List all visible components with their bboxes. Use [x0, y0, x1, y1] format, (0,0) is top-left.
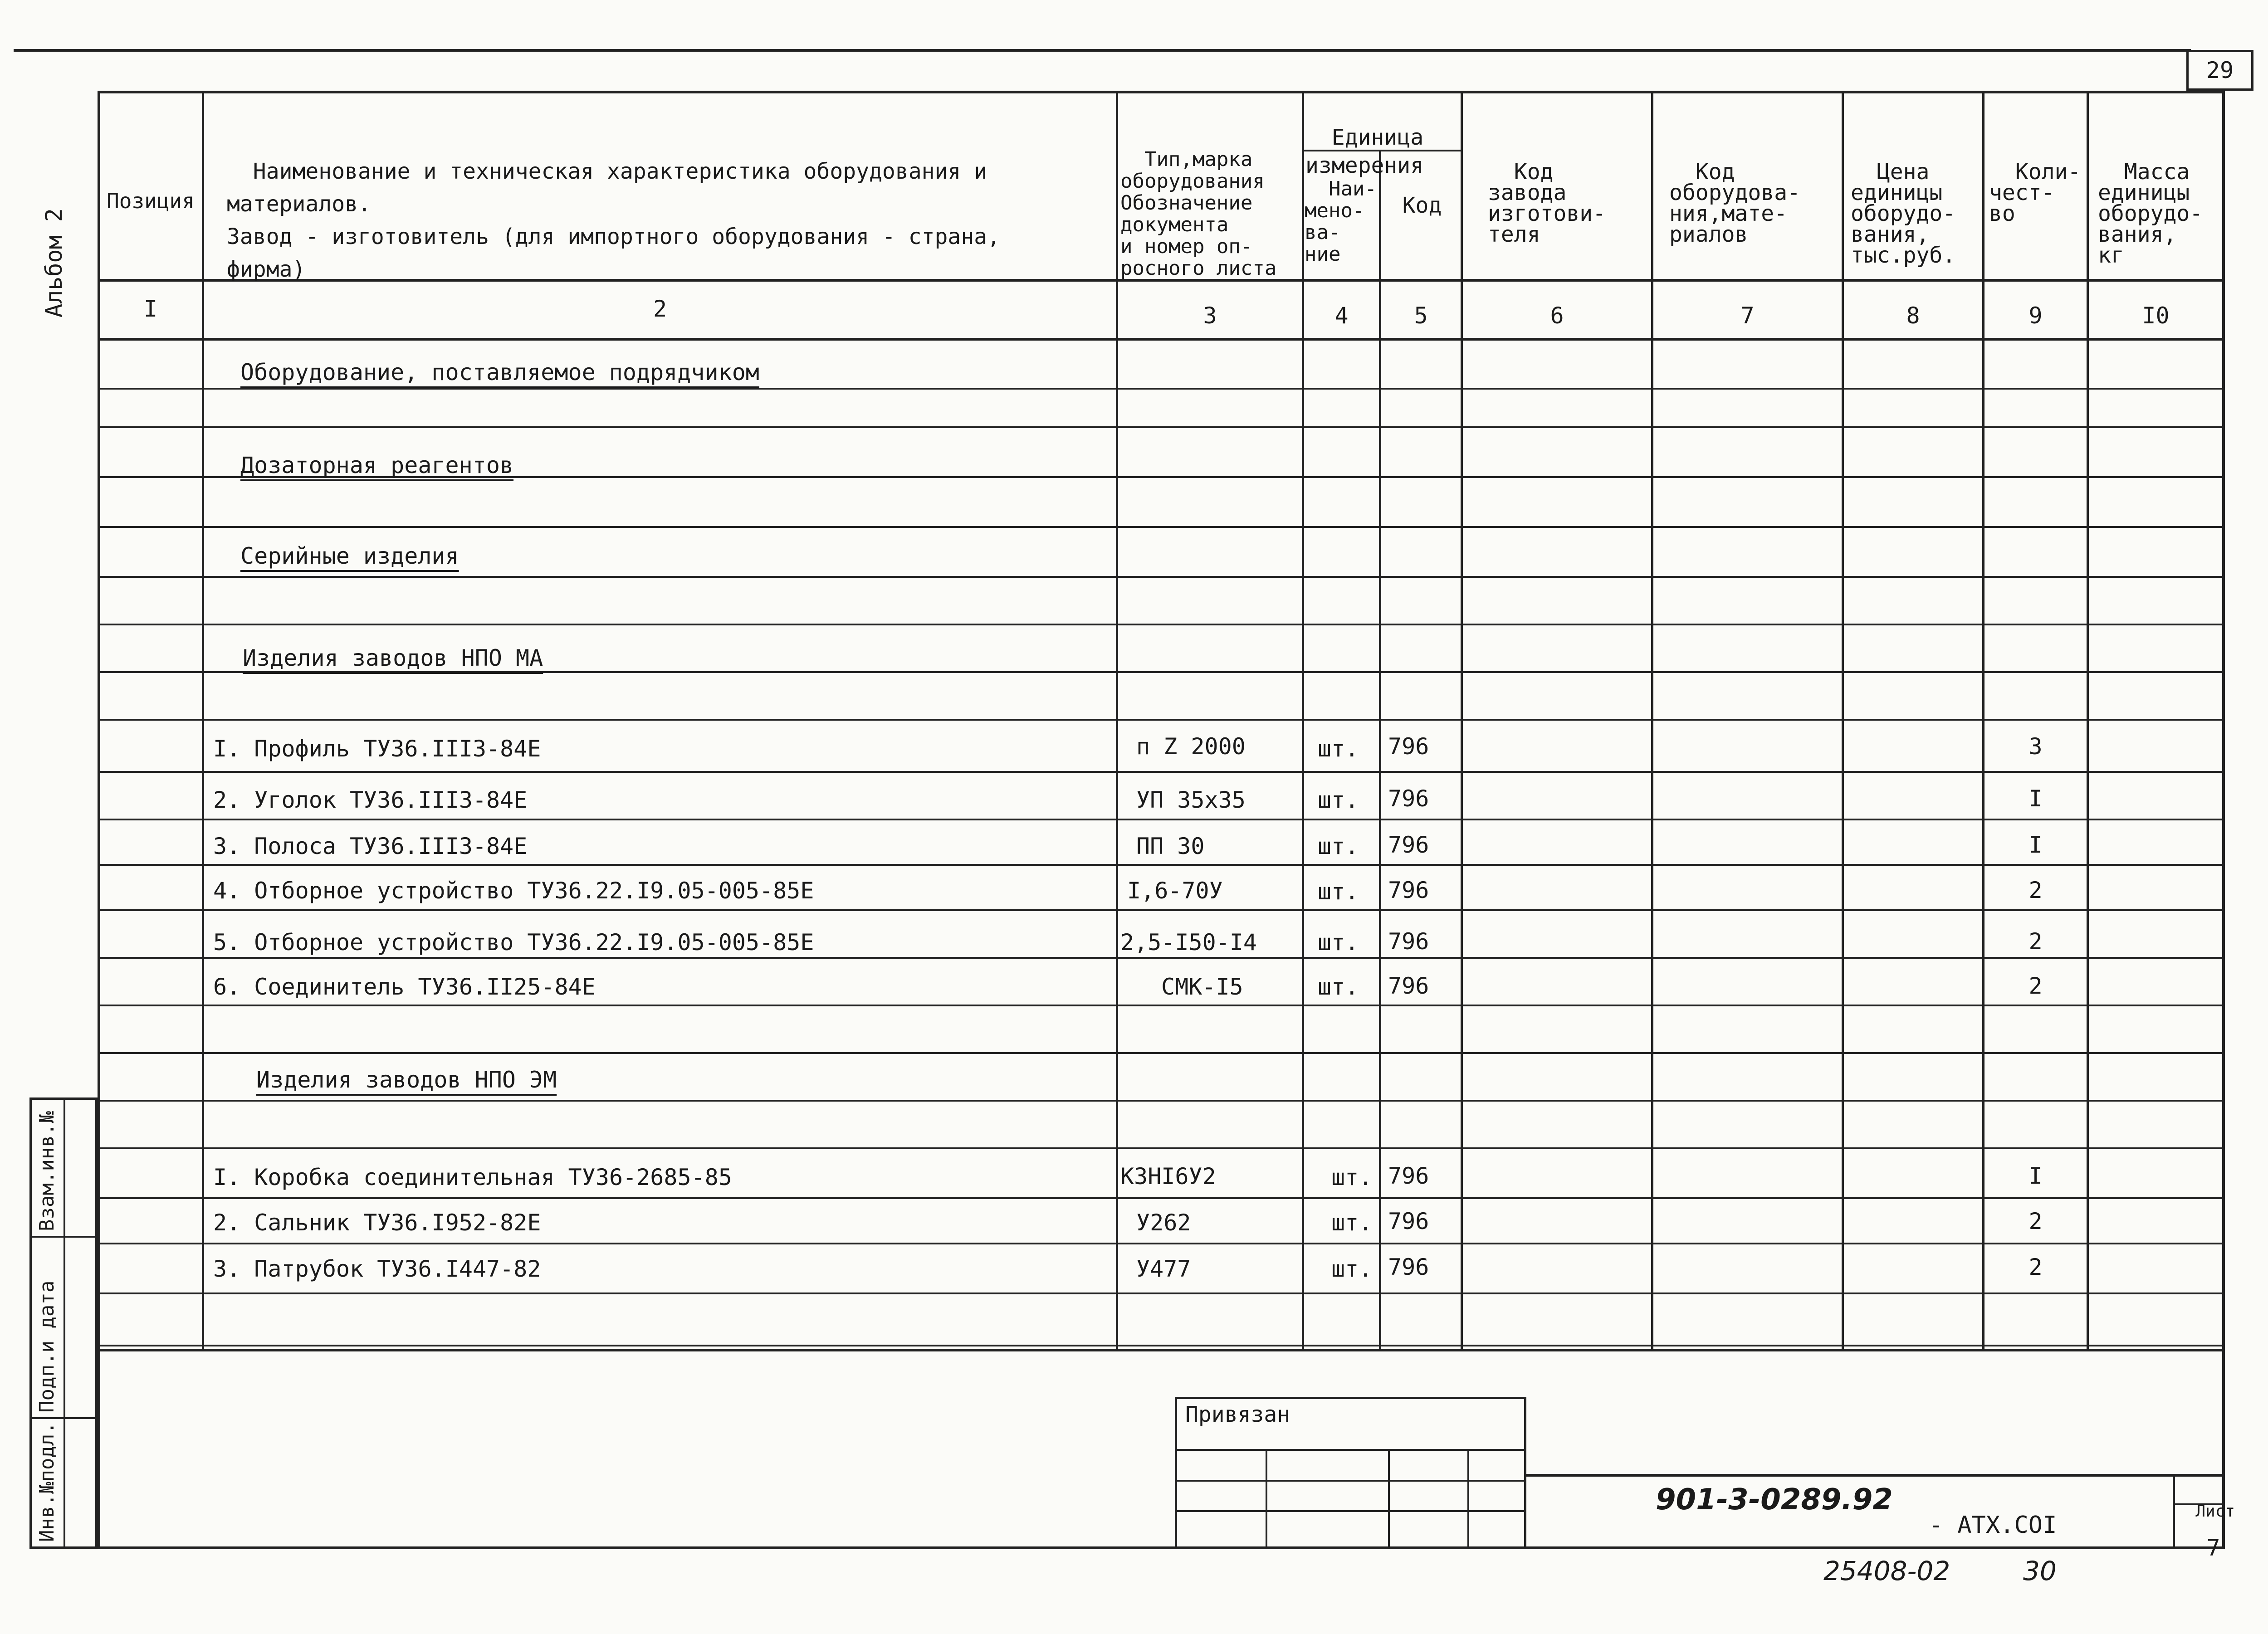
item-qty: 2 — [2028, 973, 2043, 999]
bottom-frame-rule — [98, 1546, 2225, 1549]
section-title: Дозаторная реагентов — [240, 452, 514, 478]
item-qty: 2 — [2028, 928, 2043, 955]
item-qty: I — [2028, 1163, 2043, 1189]
sheet-number: 7 — [2206, 1535, 2220, 1561]
item-name: 4. Отборное устройство ТУ36.22.I9.05-005-85Е — [213, 878, 814, 904]
item-qty: 2 — [2028, 1254, 2043, 1280]
item-qty: 3 — [2028, 733, 2043, 760]
header-mass: Масса единицы оборудо- вания, кг — [2098, 159, 2203, 268]
header-qty: Коли- чест- во — [1989, 159, 2081, 226]
row-rule — [98, 957, 2225, 959]
item-code: 796 — [1388, 928, 1429, 955]
col-rule-4 — [1379, 150, 1381, 1351]
item-type: п Z 2000 — [1136, 733, 1246, 760]
item-unit: шт. — [1318, 878, 1359, 905]
section-title: Изделия заводов НПО МА — [243, 645, 543, 671]
item-qty: I — [2028, 785, 2043, 812]
item-name: 2. Сальник ТУ36.I952-82Е — [213, 1210, 541, 1236]
item-name: 3. Патрубок ТУ36.I447-82 — [213, 1256, 541, 1282]
row-rule — [98, 1243, 2225, 1244]
header-position: Позиция — [107, 189, 195, 213]
header-price: Цена единицы оборудо- вания, тыс.руб. — [1851, 159, 1956, 268]
doc-suffix: - АТХ.СОI — [1929, 1512, 2057, 1539]
page-number: 29 — [2206, 57, 2234, 83]
header-equip-code: Код оборудова- ния,мате- риалов — [1669, 159, 1800, 247]
row-rule — [98, 909, 2225, 911]
colnum-1: I — [143, 296, 158, 322]
item-type: 2,5-I50-I4 — [1120, 929, 1257, 956]
colnum-10: I0 — [2142, 302, 2170, 329]
row-rule — [98, 1052, 2225, 1054]
colnum-6: 6 — [1550, 302, 1564, 329]
row-rule — [98, 526, 2225, 528]
item-name: 6. Соединитель ТУ36.II25-84Е — [213, 974, 596, 1000]
row-rule — [98, 1293, 2225, 1294]
row-rule — [98, 1100, 2225, 1102]
left-frame-rule-lower — [98, 1349, 100, 1549]
top-rule — [14, 49, 2191, 52]
row-rule — [98, 771, 2225, 773]
header-plant-code: Код завода изготови- теля — [1488, 159, 1606, 247]
privyazan-label: Привязан — [1185, 1402, 1290, 1427]
header-type: Тип,марка оборудования Обозначение документа и номер оп- росного листа — [1120, 148, 1277, 280]
row-rule — [98, 576, 2225, 578]
item-type: ПП 30 — [1136, 833, 1205, 859]
section-title: Серийные изделия — [240, 543, 459, 569]
page-number-box — [2186, 50, 2253, 91]
side-stamp — [29, 1097, 98, 1549]
colnum-bottom-rule — [98, 338, 2225, 341]
colnum-7: 7 — [1740, 302, 1755, 329]
row-rule — [98, 719, 2225, 721]
item-unit: шт. — [1331, 1256, 1373, 1282]
item-code: 796 — [1388, 733, 1429, 760]
item-name: 3. Полоса ТУ36.III3-84Е — [213, 833, 528, 859]
item-code: 796 — [1388, 1163, 1429, 1189]
colnum-5: 5 — [1414, 302, 1428, 329]
item-name: 5. Отборное устройство ТУ36.22.I9.05-005-85Е — [213, 929, 814, 956]
item-type: КЗНI6У2 — [1120, 1163, 1216, 1190]
archive-number: 25408-02 — [1823, 1556, 1950, 1586]
item-unit: шт. — [1331, 1210, 1373, 1236]
row-rule — [98, 426, 2225, 428]
sheet-box-left-rule — [2173, 1474, 2175, 1549]
item-unit: шт. — [1318, 833, 1359, 859]
item-unit: шт. — [1318, 787, 1359, 813]
privyazan-block — [1175, 1397, 1526, 1549]
stamp-vzam-inv: Взам.инв.№ — [35, 1111, 59, 1231]
item-name: I. Профиль ТУ36.III3-84Е — [213, 736, 541, 762]
colnum-3: 3 — [1203, 302, 1217, 329]
item-code: 796 — [1388, 1254, 1429, 1280]
item-code: 796 — [1388, 973, 1429, 999]
item-code: 796 — [1388, 1208, 1429, 1234]
colnum-9: 9 — [2028, 302, 2043, 329]
stamp-podp-data: Подп.и дата — [35, 1280, 59, 1413]
row-rule — [98, 1197, 2225, 1199]
colnum-8: 8 — [1906, 302, 1920, 329]
row-rule — [98, 1005, 2225, 1006]
section-title: Оборудование, поставляемое подрядчиком — [240, 359, 759, 385]
item-name: 2. Уголок ТУ36.III3-84Е — [213, 787, 528, 813]
item-unit: шт. — [1318, 974, 1359, 1000]
header-unit-group: Единица измерения — [1305, 125, 1437, 178]
row-rule — [98, 624, 2225, 625]
colnum-4: 4 — [1334, 302, 1349, 329]
item-unit: шт. — [1318, 736, 1359, 762]
item-type: СМК-I5 — [1161, 974, 1243, 1000]
item-unit: шт. — [1318, 929, 1359, 956]
doc-block-top-rule — [1526, 1474, 2225, 1477]
item-type: УП 35х35 — [1136, 787, 1246, 813]
section-title: Изделия заводов НПО ЭМ — [256, 1067, 557, 1093]
album-label: Альбом 2 — [41, 208, 67, 317]
item-type: У477 — [1136, 1256, 1191, 1282]
colnum-2: 2 — [653, 296, 667, 322]
header-unit-code: Код — [1402, 193, 1442, 218]
item-qty: I — [2028, 832, 2043, 858]
row-rule — [98, 819, 2225, 820]
item-code: 796 — [1388, 785, 1429, 812]
row-rule — [98, 1345, 2225, 1346]
sheet-label: Лист — [2195, 1502, 2235, 1521]
doc-number: 901-3-0289.92 — [1656, 1483, 1893, 1517]
row-rule — [98, 864, 2225, 866]
item-type: У262 — [1136, 1210, 1191, 1236]
row-rule — [98, 671, 2225, 673]
header-unit-name: Наи- мено- ва- ние — [1305, 177, 1377, 266]
item-name: I. Коробка соединительная ТУ36-2685-85 — [213, 1164, 732, 1190]
item-qty: 2 — [2028, 1208, 2043, 1234]
item-code: 796 — [1388, 877, 1429, 903]
item-type: I,6-70У — [1127, 878, 1223, 904]
archive-page: 30 — [2023, 1556, 2057, 1586]
row-rule — [98, 388, 2225, 390]
item-unit: шт. — [1331, 1164, 1373, 1190]
item-qty: 2 — [2028, 877, 2043, 903]
item-code: 796 — [1388, 832, 1429, 858]
row-rule — [98, 1147, 2225, 1149]
stamp-inv-podl: Инв.№подл. — [35, 1422, 59, 1542]
header-name: Наименование и техническая характеристика оборудования и материалов. Завод - изготовитель (для импортного оборудования - страна, фирма) — [227, 159, 1001, 282]
